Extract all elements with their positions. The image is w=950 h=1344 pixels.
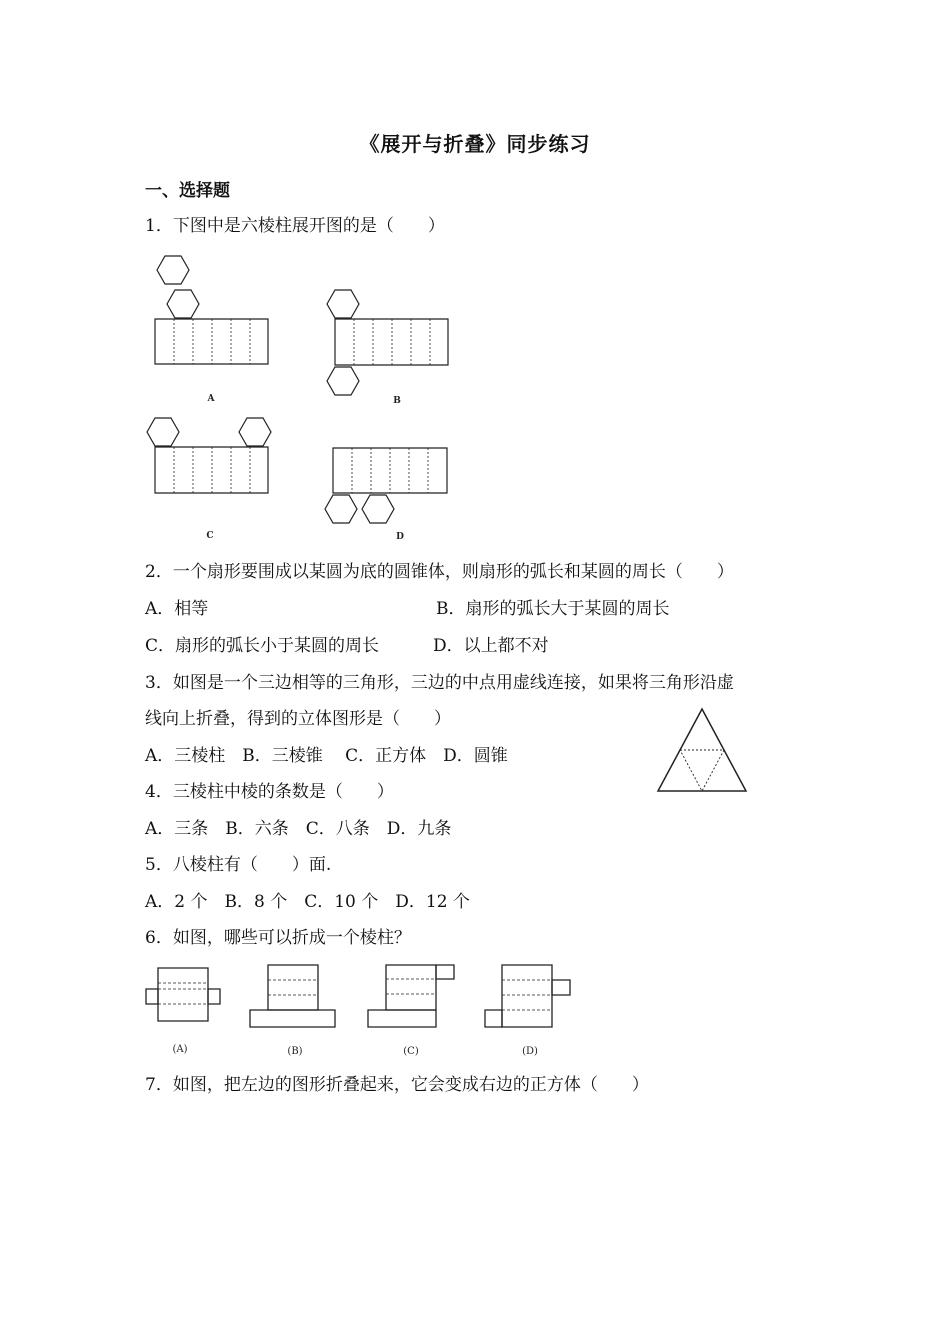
- net-c: [147, 418, 271, 493]
- prism-net-a-label: (A): [172, 1044, 188, 1055]
- question-5-options: A．2 个 B．8 个 C．10 个 D．12 个: [145, 892, 470, 912]
- net-b: [327, 290, 448, 395]
- net-a: [155, 256, 268, 364]
- question-4-stem: 4．三棱柱中棱的条数是（ ）: [145, 782, 394, 802]
- page-title: 《展开与折叠》同步练习: [359, 132, 591, 156]
- question-7-stem: 7．如图，把左边的图形折叠起来，它会变成右边的正方体（ ）: [145, 1075, 649, 1095]
- prism-net-c: [368, 965, 454, 1027]
- question-2-option-a: A．相等: [145, 599, 209, 619]
- prism-net-c-label: (C): [403, 1046, 419, 1057]
- question-1-figure: [140, 248, 460, 548]
- prism-net-b-label: (B): [287, 1046, 303, 1057]
- prism-net-a: [146, 968, 220, 1021]
- question-3-stem-line-2: 线向上折叠，得到的立体图形是（ ）: [145, 709, 451, 729]
- net-b-label: B: [393, 396, 401, 406]
- question-2-option-b: B．扇形的弧长大于某圆的周长: [436, 599, 670, 619]
- question-5-stem: 5．八棱柱有（ ）面.: [145, 855, 332, 875]
- prism-net-d-label: (D): [522, 1046, 538, 1057]
- prism-net-d: [485, 965, 570, 1027]
- question-3-triangle-figure: [652, 705, 752, 797]
- net-a-label: A: [207, 394, 215, 404]
- question-1-stem: 1．下图中是六棱柱展开图的是（ ）: [145, 216, 445, 236]
- question-2-stem: 2．一个扇形要围成以某圆为底的圆锥体，则扇形的弧长和某圆的周长（ ）: [145, 562, 734, 582]
- question-2-option-d: D．以上都不对: [433, 636, 549, 656]
- net-d-label: D: [396, 532, 404, 542]
- question-6-stem: 6．如图，哪些可以折成一个棱柱？: [145, 928, 411, 948]
- net-d: [325, 448, 447, 523]
- section-heading: 一、选择题: [145, 181, 230, 201]
- question-4-options: A．三条 B．六条 C．八条 D．九条: [145, 819, 452, 839]
- net-c-label: C: [206, 531, 214, 541]
- question-2-option-c: C．扇形的弧长小于某圆的周长: [145, 636, 380, 656]
- question-3-stem-line-1: 3．如图是一个三边相等的三角形，三边的中点用虚线连接，如果将三角形沿虚: [145, 673, 734, 693]
- question-6-figure: [140, 958, 580, 1060]
- question-3-options: A．三棱柱 B．三棱锥 C．正方体 D．圆锥: [145, 746, 508, 766]
- prism-net-b: [250, 965, 335, 1027]
